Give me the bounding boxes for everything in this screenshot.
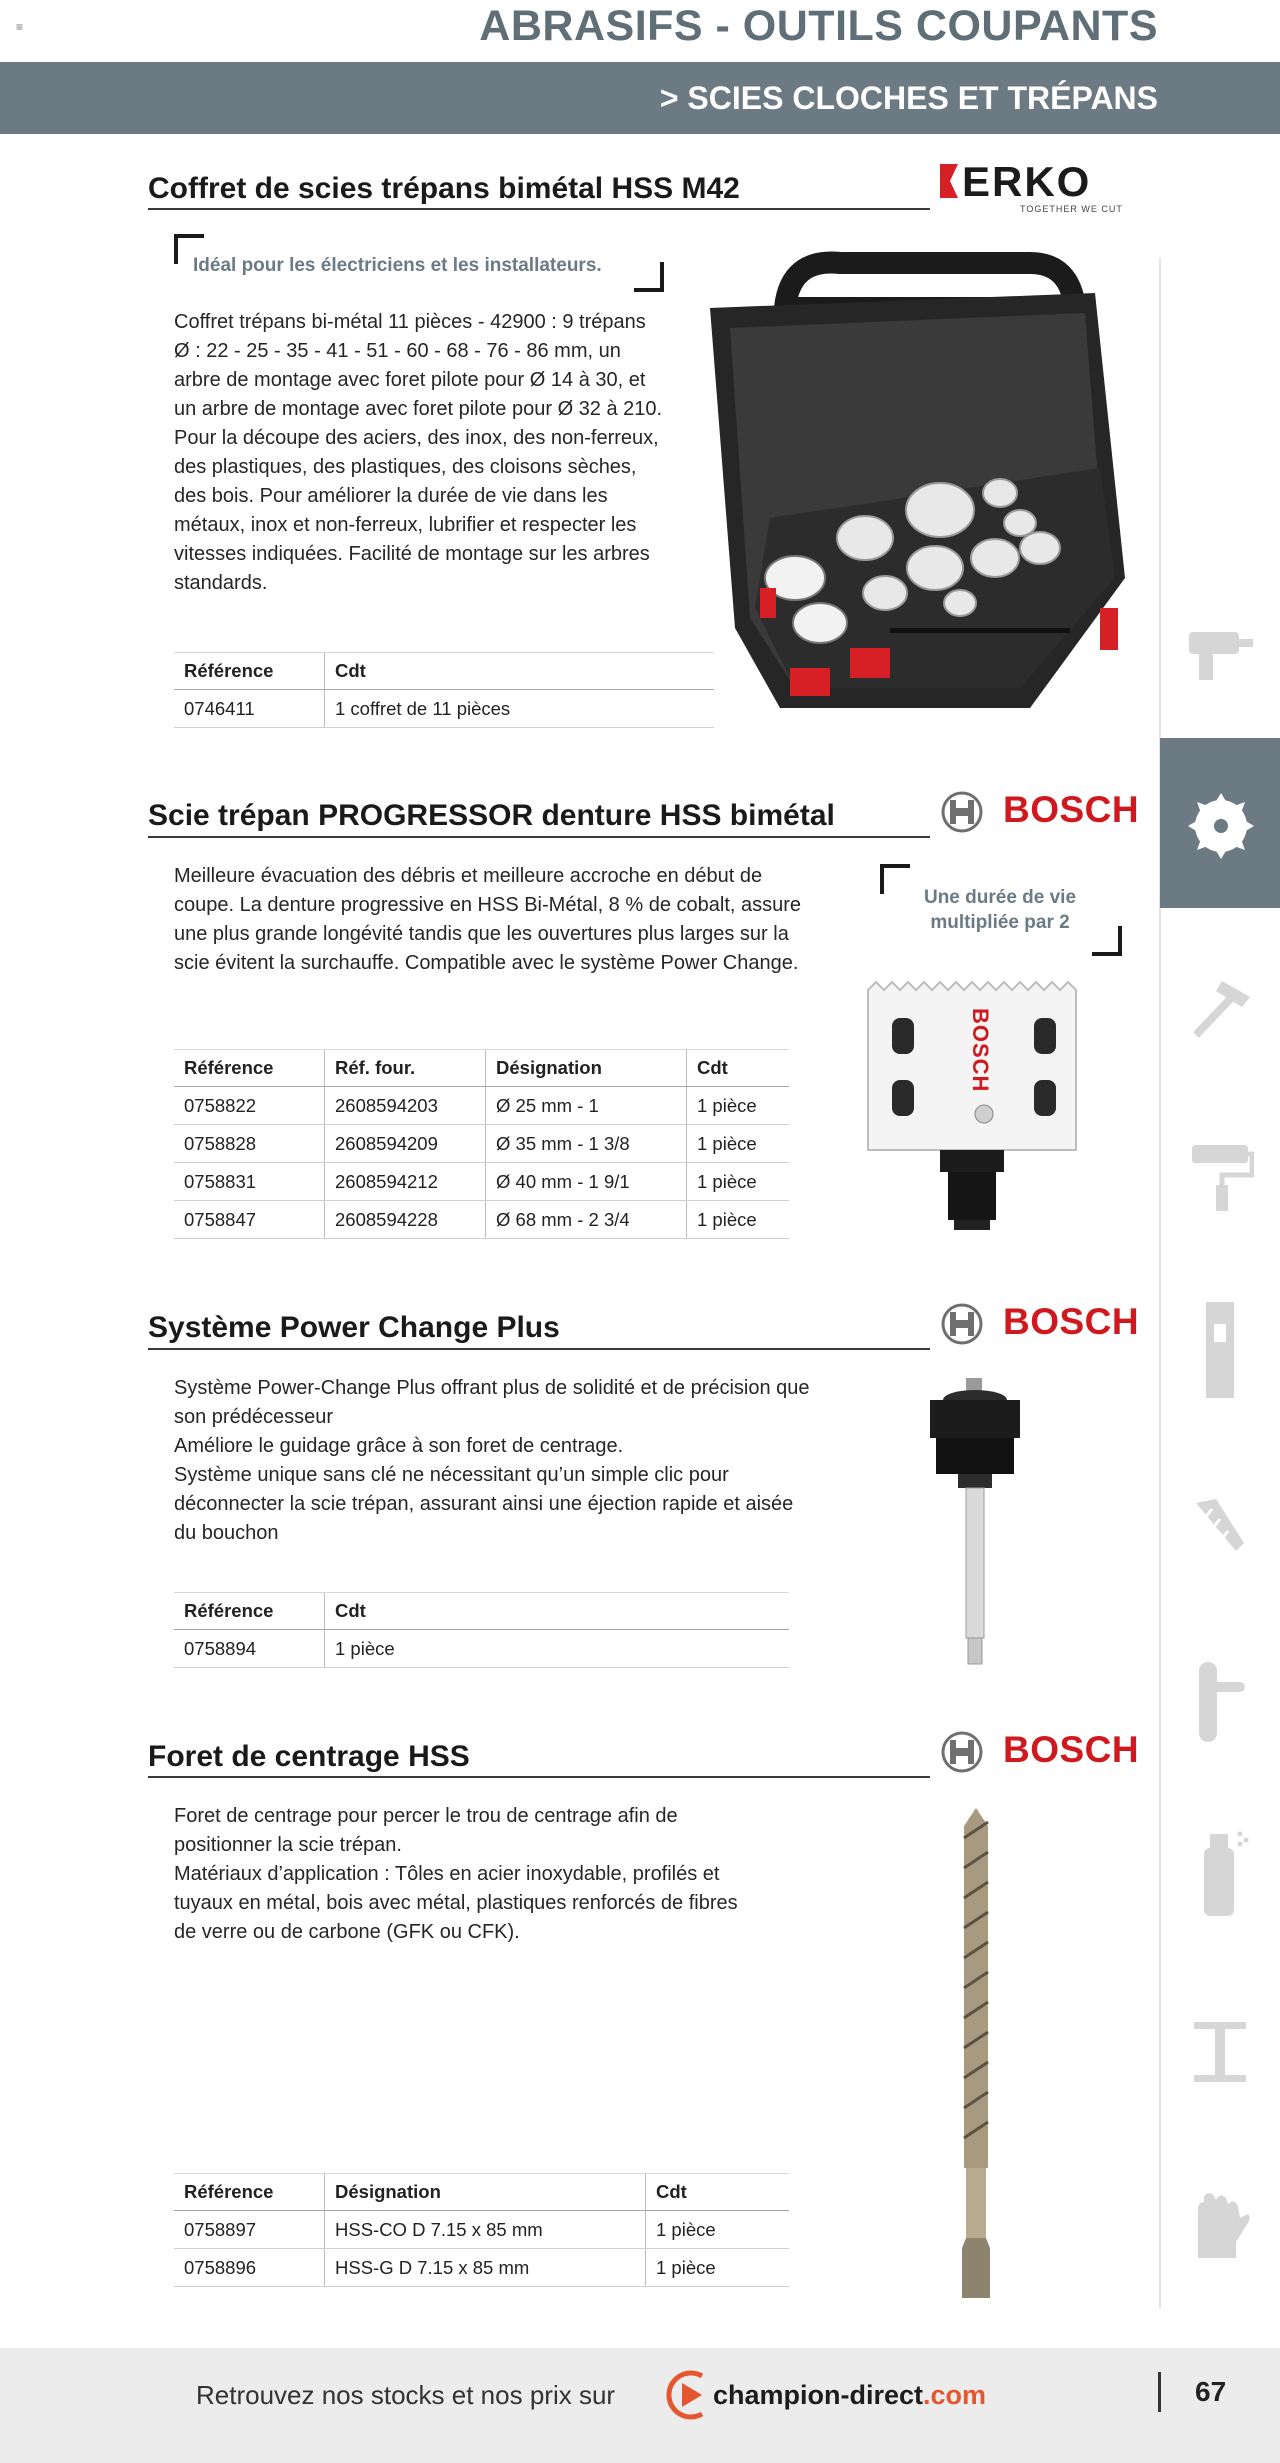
table-cell: Ø 68 mm - 2 3/4: [486, 1201, 687, 1239]
product-description: [174, 862, 874, 978]
glove-icon[interactable]: [1188, 2188, 1252, 2260]
table-header-row: [174, 1593, 789, 1630]
description-line: métaux, inox et non-ferreux, lubrifier et respecter les: [174, 514, 637, 536]
page-number: 67: [1195, 2376, 1227, 2407]
table-cell: 1 pièce: [646, 2249, 790, 2287]
page-title: ABRASIFS - OUTILS COUPANTS: [479, 2, 1158, 50]
table-cell: 2608594209: [325, 1125, 486, 1163]
column-header: Référence: [174, 2174, 325, 2211]
table-cell: 0758831: [174, 1163, 325, 1201]
product-title: Coffret de scies trépans bimétal HSS M42: [148, 172, 740, 205]
sidebar-divider: [1159, 258, 1161, 2308]
callout-text: Idéal pour les électriciens et les installateurs.: [193, 255, 602, 276]
saw-blade-icon[interactable]: [1188, 793, 1254, 859]
callout-corner-bottom: [1092, 926, 1122, 956]
erko-logo: [940, 158, 1135, 216]
screw-icon[interactable]: [1190, 1495, 1250, 1555]
product-description: [174, 308, 694, 598]
table-header-row: [174, 2174, 789, 2211]
description-line: Système unique sans clé ne nécessitant qu’un simple clic pour: [174, 1464, 729, 1486]
table-row: [174, 690, 714, 728]
site-tld[interactable]: .com: [923, 2380, 987, 2410]
column-header: Référence: [174, 1593, 325, 1630]
grip-icon: ≡: [16, 20, 24, 34]
bosch-brand-name: BOSCH: [1003, 1301, 1140, 1342]
page-number-divider: [1158, 2372, 1161, 2412]
drill-icon[interactable]: [1185, 628, 1255, 683]
description-line: standards.: [174, 572, 268, 594]
table-cell: 1 pièce: [687, 1087, 790, 1125]
hole-saw-case-image: [700, 248, 1130, 718]
table-cell: 2608594212: [325, 1163, 486, 1201]
table-row: [174, 2249, 789, 2287]
table-cell: 0758894: [174, 1630, 325, 1668]
description-line: Ø : 22 - 25 - 35 - 41 - 51 - 60 - 68 - 76 - 86 mm, un: [174, 340, 621, 362]
table-cell: 0758896: [174, 2249, 325, 2287]
description-line: Meilleure évacuation des débris et meilleure accroche en début de: [174, 865, 763, 887]
callout-text: [900, 885, 1100, 935]
description-line: coupe. La denture progressive en HSS Bi-Métal, 8 % de cobalt, assure: [174, 894, 802, 916]
centering-drill-image: [956, 1808, 996, 2308]
section-subtitle: > SCIES CLOCHES ET TRÉPANS: [659, 80, 1158, 116]
paint-roller-icon[interactable]: [1188, 1143, 1254, 1213]
column-header: Cdt: [325, 1593, 790, 1630]
bosch-armature-icon: [940, 1730, 984, 1774]
footer-bar: [0, 2348, 1280, 2463]
table-row: [174, 1201, 789, 1239]
product-description: [174, 1802, 794, 1947]
table-cell: 2608594228: [325, 1201, 486, 1239]
bosch-brand-name: BOSCH: [1003, 789, 1140, 830]
product-description: [174, 1374, 894, 1548]
description-line: vitesses indiquées. Facilité de montage sur les arbres: [174, 543, 650, 565]
table-cell: 0758847: [174, 1201, 325, 1239]
table-row: [174, 2211, 789, 2249]
beam-icon[interactable]: [1190, 2020, 1250, 2084]
table-header-row: [174, 653, 714, 690]
description-line: de verre ou de carbone (GFK ou CFK).: [174, 1921, 520, 1943]
reference-table: [174, 1049, 789, 1239]
table-cell: HSS-G D 7.15 x 85 mm: [325, 2249, 646, 2287]
callout-corner-bottom: [634, 262, 664, 292]
table-cell: 0758822: [174, 1087, 325, 1125]
erko-tagline: TOGETHER WE CUT: [1020, 204, 1123, 214]
callout-line: multipliée par 2: [930, 912, 1070, 933]
column-header: Cdt: [325, 653, 715, 690]
footer-text: Retrouvez nos stocks et nos prix sur: [196, 2380, 616, 2410]
table-cell: 2608594203: [325, 1087, 486, 1125]
bosch-armature-icon: [940, 1302, 984, 1346]
title-underline: [148, 1348, 930, 1350]
table-row: [174, 1630, 789, 1668]
reference-table: [174, 652, 714, 728]
hole-saw-label-box: [967, 1008, 997, 1118]
column-header: Cdt: [646, 2174, 790, 2211]
column-header: Désignation: [486, 1050, 687, 1087]
table-cell: 1 pièce: [646, 2211, 790, 2249]
table-cell: Ø 40 mm - 1 9/1: [486, 1163, 687, 1201]
erko-brand-name: ERKO: [962, 158, 1092, 205]
description-line: Améliore le guidage grâce à son foret de centrage.: [174, 1435, 624, 1457]
spray-can-icon[interactable]: [1196, 1828, 1250, 1918]
description-line: Foret de centrage pour percer le trou de centrage afin de: [174, 1805, 678, 1827]
callout-line: Une durée de vie: [923, 887, 1077, 908]
product-title: Système Power Change Plus: [148, 1311, 560, 1344]
table-row: [174, 1087, 789, 1125]
description-line: son prédécesseur: [174, 1406, 333, 1428]
table-cell: 1 pièce: [687, 1163, 790, 1201]
bosch-brand-name: BOSCH: [1003, 1729, 1140, 1770]
footer-site-link[interactable]: [713, 2380, 986, 2411]
table-cell: 1 pièce: [687, 1201, 790, 1239]
champion-play-icon: [662, 2368, 716, 2422]
description-line: Pour la découpe des aciers, des inox, des non-ferreux,: [174, 427, 659, 449]
table-cell: 1 pièce: [325, 1630, 790, 1668]
reference-table: [174, 2173, 789, 2287]
table-cell: 1 coffret de 11 pièces: [325, 690, 715, 728]
product-title: Scie trépan PROGRESSOR denture HSS bimétal: [148, 799, 835, 832]
bosch-logo: [940, 790, 1140, 835]
bosch-logo: [940, 1302, 1140, 1347]
power-change-adapter-image: [920, 1378, 1030, 1668]
description-line: Matériaux d’application : Tôles en acier inoxydable, profilés et: [174, 1863, 720, 1885]
hole-saw-label: BOSCH: [968, 1008, 993, 1093]
product-title: Foret de centrage HSS: [148, 1740, 470, 1773]
table-header-row: [174, 1050, 789, 1087]
description-line: positionner la scie trépan.: [174, 1834, 402, 1856]
hole-saw-image: [866, 980, 1078, 1240]
title-underline: [148, 1776, 930, 1778]
description-line: Système Power-Change Plus offrant plus de solidité et de précision que: [174, 1377, 810, 1399]
description-line: scie évitent la surchauffe. Compatible avec le système Power Change.: [174, 952, 799, 974]
table-cell: 0758828: [174, 1125, 325, 1163]
bosch-armature-icon: [940, 790, 984, 834]
title-underline: [148, 208, 930, 210]
hammer-icon[interactable]: [1188, 975, 1254, 1041]
table-cell: HSS-CO D 7.15 x 85 mm: [325, 2211, 646, 2249]
table-cell: 1 pièce: [687, 1125, 790, 1163]
table-cell: 0758897: [174, 2211, 325, 2249]
description-line: arbre de montage avec foret pilote pour Ø 14 à 30, et: [174, 369, 646, 391]
description-line: déconnecter la scie trépan, assurant ainsi une éjection rapide et aisée: [174, 1493, 794, 1515]
description-line: un arbre de montage avec foret pilote pour Ø 32 à 210.: [174, 398, 663, 420]
description-line: Coffret trépans bi-métal 11 pièces - 42900 : 9 trépans: [174, 311, 646, 333]
door-handle-icon[interactable]: [1193, 1660, 1249, 1744]
column-header: Désignation: [325, 2174, 646, 2211]
description-line: du bouchon: [174, 1522, 279, 1544]
table-cell: Ø 25 mm - 1: [486, 1087, 687, 1125]
column-header: Réf. four.: [325, 1050, 486, 1087]
column-header: Référence: [174, 653, 325, 690]
column-header: Cdt: [687, 1050, 790, 1087]
table-row: [174, 1163, 789, 1201]
title-underline: [148, 836, 930, 838]
description-line: des bois. Pour améliorer la durée de vie dans les: [174, 485, 608, 507]
site-name[interactable]: champion-direct: [713, 2380, 924, 2410]
description-line: tuyaux en métal, bois avec métal, plastiques renforcés de fibres: [174, 1892, 738, 1914]
table-cell: Ø 35 mm - 1 3/8: [486, 1125, 687, 1163]
column-header: Référence: [174, 1050, 325, 1087]
description-line: des plastiques, des plastiques, des cloisons sèches,: [174, 456, 637, 478]
table-cell: 0746411: [174, 690, 325, 728]
table-row: [174, 1125, 789, 1163]
description-line: une plus grande longévité tandis que les ouvertures plus larges sur la: [174, 923, 789, 945]
bosch-logo: [940, 1730, 1140, 1775]
reference-table: [174, 1592, 789, 1668]
level-icon[interactable]: [1198, 1300, 1242, 1400]
